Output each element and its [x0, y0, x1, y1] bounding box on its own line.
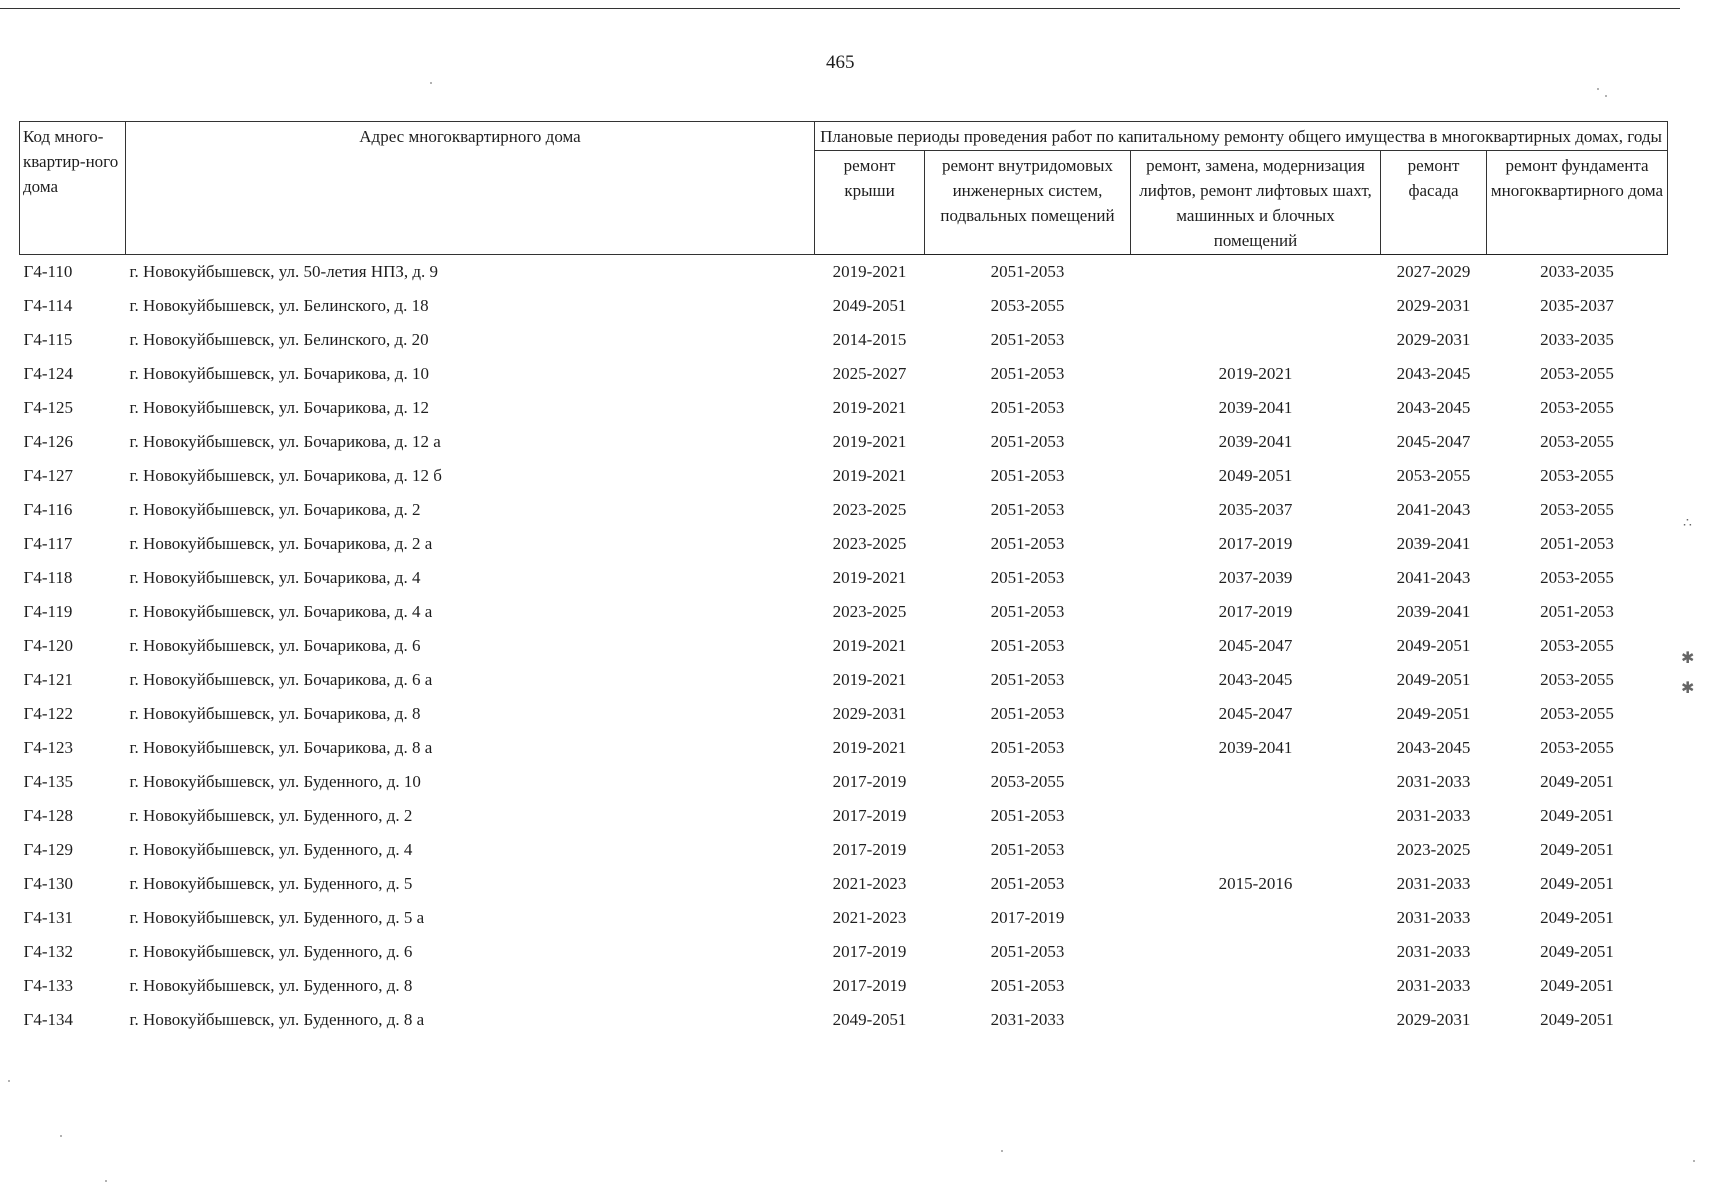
table-row: [20, 833, 1668, 867]
cell-code: Г4-121: [23, 670, 73, 689]
cell-foundation: 2033-2035: [1540, 330, 1614, 349]
cell-systems: 2051-2053: [990, 636, 1065, 655]
cell-address: г. Новокуйбышевск, ул. Бочарикова, д. 10: [129, 364, 429, 383]
cell-lifts: [1131, 901, 1381, 935]
cell-systems: 2051-2053: [990, 942, 1065, 961]
cell-lifts: [1131, 289, 1381, 323]
cell-roof: 2049-2051: [832, 1010, 907, 1029]
cell-code: Г4-116: [23, 500, 73, 519]
cell-foundation: 2035-2037: [1540, 296, 1614, 315]
cell-code: Г4-125: [23, 398, 73, 417]
cell-foundation: 2049-2051: [1540, 908, 1614, 927]
cell-code: Г4-132: [23, 942, 73, 961]
table-row: [20, 867, 1668, 901]
cell-lifts: 2035-2037: [1218, 500, 1293, 519]
cell-lifts: 2043-2045: [1218, 670, 1293, 689]
cell-code: Г4-126: [23, 432, 73, 451]
cell-foundation: 2033-2035: [1540, 262, 1614, 281]
scan-dot: [1597, 88, 1599, 90]
cell-systems: 2051-2053: [990, 704, 1065, 723]
cell-systems: 2051-2053: [990, 976, 1065, 995]
cell-roof: 2023-2025: [832, 500, 907, 519]
table-row: [20, 459, 1668, 493]
cell-facade: 2031-2033: [1396, 908, 1471, 927]
scan-speck-mark: ✱: [1681, 650, 1695, 667]
cell-roof: 2017-2019: [832, 806, 907, 825]
cell-facade: 2031-2033: [1396, 806, 1471, 825]
cell-code: Г4-134: [23, 1010, 73, 1029]
cell-roof: 2019-2021: [832, 432, 907, 451]
cell-facade: 2049-2051: [1396, 636, 1471, 655]
cell-foundation: 2053-2055: [1540, 432, 1614, 451]
cell-foundation: 2053-2055: [1540, 568, 1614, 587]
cell-address: г. Новокуйбышевск, ул. Бочарикова, д. 12: [129, 398, 429, 417]
cell-facade: 2029-2031: [1396, 1010, 1471, 1029]
cell-code: Г4-124: [23, 364, 73, 383]
cell-address: г. Новокуйбышевск, ул. Бочарикова, д. 2: [129, 500, 421, 519]
cell-lifts: [1131, 833, 1381, 867]
header-lifts: ремонт, замена, модернизация лифтов, ремонт лифтовых шахт, машинных и блочных помещений: [1131, 151, 1381, 255]
cell-foundation: 2053-2055: [1540, 364, 1614, 383]
cell-roof: 2021-2023: [832, 874, 907, 893]
cell-code: Г4-120: [23, 636, 73, 655]
cell-lifts: [1131, 799, 1381, 833]
cell-facade: 2041-2043: [1396, 500, 1471, 519]
scan-dot: [60, 1135, 62, 1137]
cell-facade: 2031-2033: [1396, 976, 1471, 995]
capital-repair-table: [19, 121, 1668, 1037]
header-systems: ремонт внутридомовых инженерных систем, подвальных помещений: [925, 151, 1131, 255]
cell-foundation: 2053-2055: [1540, 500, 1614, 519]
cell-facade: 2023-2025: [1396, 840, 1471, 859]
cell-foundation: 2053-2055: [1540, 670, 1614, 689]
cell-foundation: 2053-2055: [1540, 636, 1614, 655]
cell-address: г. Новокуйбышевск, ул. Белинского, д. 18: [129, 296, 429, 315]
cell-foundation: 2053-2055: [1540, 738, 1614, 757]
cell-facade: 2031-2033: [1396, 942, 1471, 961]
cell-address: г. Новокуйбышевск, ул. Бочарикова, д. 6 а: [129, 670, 433, 689]
cell-facade: 2029-2031: [1396, 296, 1471, 315]
cell-lifts: [1131, 969, 1381, 1003]
table-row: [20, 323, 1668, 357]
cell-address: г. Новокуйбышевск, ул. Буденного, д. 6: [129, 942, 413, 961]
table-row: [20, 527, 1668, 561]
cell-roof: 2019-2021: [832, 636, 907, 655]
cell-address: г. Новокуйбышевск, ул. Белинского, д. 20: [129, 330, 429, 349]
cell-foundation: 2051-2053: [1540, 534, 1614, 553]
cell-code: Г4-110: [23, 262, 73, 281]
cell-lifts: 2015-2016: [1218, 874, 1293, 893]
cell-code: Г4-118: [23, 568, 73, 587]
cell-address: г. Новокуйбышевск, ул. Бочарикова, д. 4 а: [129, 602, 433, 621]
cell-systems: 2051-2053: [990, 432, 1065, 451]
table-row: [20, 799, 1668, 833]
table-row: [20, 391, 1668, 425]
cell-address: г. Новокуйбышевск, ул. Бочарикова, д. 2 а: [129, 534, 433, 553]
cell-facade: 2039-2041: [1396, 602, 1471, 621]
cell-roof: 2019-2021: [832, 568, 907, 587]
cell-lifts: 2039-2041: [1218, 432, 1293, 451]
cell-code: Г4-128: [23, 806, 73, 825]
cell-foundation: 2049-2051: [1540, 1010, 1614, 1029]
cell-lifts: [1131, 255, 1381, 290]
cell-foundation: 2051-2053: [1540, 602, 1614, 621]
scan-dot: [1001, 1150, 1003, 1152]
header-code: Код много-квартир-ного дома: [20, 122, 126, 255]
cell-facade: 2031-2033: [1396, 772, 1471, 791]
cell-systems: 2051-2053: [990, 568, 1065, 587]
cell-foundation: 2049-2051: [1540, 874, 1614, 893]
cell-code: Г4-117: [23, 534, 73, 553]
cell-address: г. Новокуйбышевск, ул. Бочарикова, д. 6: [129, 636, 421, 655]
scan-dot: [105, 1180, 107, 1182]
cell-code: Г4-123: [23, 738, 73, 757]
cell-facade: 2043-2045: [1396, 364, 1471, 383]
cell-address: г. Новокуйбышевск, ул. Бочарикова, д. 8 а: [129, 738, 433, 757]
cell-address: г. Новокуйбышевск, ул. Бочарикова, д. 12 б: [129, 466, 442, 485]
cell-lifts: [1131, 765, 1381, 799]
cell-code: Г4-119: [23, 602, 73, 621]
cell-facade: 2043-2045: [1396, 398, 1471, 417]
table-row: [20, 561, 1668, 595]
cell-code: Г4-130: [23, 874, 73, 893]
table-row: [20, 901, 1668, 935]
cell-facade: 2029-2031: [1396, 330, 1471, 349]
page-number: 465: [826, 52, 855, 73]
cell-roof: 2029-2031: [832, 704, 907, 723]
cell-roof: 2025-2027: [832, 364, 907, 383]
cell-systems: 2031-2033: [990, 1010, 1065, 1029]
scan-speck-mark: ✱: [1681, 680, 1695, 697]
cell-systems: 2051-2053: [990, 500, 1065, 519]
cell-systems: 2051-2053: [990, 840, 1065, 859]
cell-lifts: 2049-2051: [1218, 466, 1293, 485]
table-row: [20, 765, 1668, 799]
header-row: [20, 122, 1668, 151]
cell-roof: 2017-2019: [832, 772, 907, 791]
cell-systems: 2017-2019: [990, 908, 1065, 927]
cell-systems: 2051-2053: [990, 670, 1065, 689]
cell-systems: 2051-2053: [990, 330, 1065, 349]
cell-systems: 2053-2055: [990, 296, 1065, 315]
cell-foundation: 2049-2051: [1540, 942, 1614, 961]
cell-lifts: [1131, 1003, 1381, 1037]
cell-lifts: 2039-2041: [1218, 398, 1293, 417]
cell-code: Г4-129: [23, 840, 73, 859]
cell-systems: 2051-2053: [990, 262, 1065, 281]
cell-roof: 2019-2021: [832, 262, 907, 281]
cell-address: г. Новокуйбышевск, ул. Буденного, д. 5: [129, 874, 413, 893]
cell-foundation: 2049-2051: [1540, 840, 1614, 859]
table-body: [20, 255, 1668, 1038]
cell-systems: 2051-2053: [990, 398, 1065, 417]
cell-lifts: 2039-2041: [1218, 738, 1293, 757]
cell-roof: 2014-2015: [832, 330, 907, 349]
cell-roof: 2021-2023: [832, 908, 907, 927]
cell-facade: 2053-2055: [1396, 466, 1471, 485]
top-rule: [0, 8, 1680, 9]
cell-address: г. Новокуйбышевск, ул. Буденного, д. 5 а: [129, 908, 425, 927]
cell-address: г. Новокуйбышевск, ул. Бочарикова, д. 4: [129, 568, 421, 587]
cell-systems: 2051-2053: [990, 738, 1065, 757]
cell-roof: 2019-2021: [832, 738, 907, 757]
cell-lifts: [1131, 323, 1381, 357]
cell-code: Г4-122: [23, 704, 73, 723]
cell-roof: 2023-2025: [832, 602, 907, 621]
cell-code: Г4-127: [23, 466, 73, 485]
cell-systems: 2051-2053: [990, 602, 1065, 621]
cell-address: г. Новокуйбышевск, ул. Буденного, д. 10: [129, 772, 421, 791]
cell-systems: 2051-2053: [990, 364, 1065, 383]
cell-systems: 2053-2055: [990, 772, 1065, 791]
table-row: [20, 425, 1668, 459]
header-address: Адрес многоквартирного дома: [126, 122, 815, 255]
cell-lifts: 2019-2021: [1218, 364, 1293, 383]
cell-roof: 2019-2021: [832, 466, 907, 485]
table-row: [20, 289, 1668, 323]
cell-address: г. Новокуйбышевск, ул. Буденного, д. 2: [129, 806, 413, 825]
cell-foundation: 2049-2051: [1540, 806, 1614, 825]
cell-facade: 2045-2047: [1396, 432, 1471, 451]
cell-code: Г4-115: [23, 330, 73, 349]
header-foundation: ремонт фундамента многоквартирного дома: [1487, 151, 1668, 255]
scan-dot: [8, 1080, 10, 1082]
cell-systems: 2051-2053: [990, 466, 1065, 485]
cell-address: г. Новокуйбышевск, ул. Буденного, д. 4: [129, 840, 413, 859]
cell-roof: 2019-2021: [832, 670, 907, 689]
cell-roof: 2017-2019: [832, 976, 907, 995]
cell-roof: 2049-2051: [832, 296, 907, 315]
cell-roof: 2017-2019: [832, 840, 907, 859]
header-periods: Плановые периоды проведения работ по капитальному ремонту общего имущества в многоквартирных домах, годы: [815, 122, 1668, 151]
cell-facade: 2041-2043: [1396, 568, 1471, 587]
cell-roof: 2023-2025: [832, 534, 907, 553]
cell-foundation: 2053-2055: [1540, 398, 1614, 417]
table-row: [20, 1003, 1668, 1037]
header-roof: ремонт крыши: [815, 151, 925, 255]
cell-code: Г4-135: [23, 772, 73, 791]
cell-foundation: 2053-2055: [1540, 704, 1614, 723]
cell-roof: 2017-2019: [832, 942, 907, 961]
cell-facade: 2031-2033: [1396, 874, 1471, 893]
table-row: [20, 697, 1668, 731]
cell-address: г. Новокуйбышевск, ул. Буденного, д. 8: [129, 976, 413, 995]
table-row: [20, 255, 1668, 290]
cell-address: г. Новокуйбышевск, ул. Бочарикова, д. 8: [129, 704, 421, 723]
cell-foundation: 2049-2051: [1540, 976, 1614, 995]
cell-systems: 2051-2053: [990, 534, 1065, 553]
cell-systems: 2051-2053: [990, 874, 1065, 893]
cell-lifts: 2017-2019: [1218, 602, 1293, 621]
cell-facade: 2049-2051: [1396, 704, 1471, 723]
cell-roof: 2019-2021: [832, 398, 907, 417]
table-row: [20, 935, 1668, 969]
cell-code: Г4-133: [23, 976, 73, 995]
cell-address: г. Новокуйбышевск, ул. 50-летия НПЗ, д. 9: [129, 262, 439, 281]
cell-lifts: [1131, 935, 1381, 969]
cell-facade: 2043-2045: [1396, 738, 1471, 757]
scan-dot: [430, 82, 432, 84]
cell-lifts: 2017-2019: [1218, 534, 1293, 553]
cell-facade: 2039-2041: [1396, 534, 1471, 553]
cell-lifts: 2045-2047: [1218, 704, 1293, 723]
table-row: [20, 663, 1668, 697]
cell-foundation: 2049-2051: [1540, 772, 1614, 791]
scan-dot: [1693, 1160, 1695, 1162]
cell-address: г. Новокуйбышевск, ул. Бочарикова, д. 12 а: [129, 432, 441, 451]
table-row: [20, 493, 1668, 527]
cell-facade: 2049-2051: [1396, 670, 1471, 689]
cell-facade: 2027-2029: [1396, 262, 1471, 281]
cell-code: Г4-114: [23, 296, 73, 315]
cell-lifts: 2037-2039: [1218, 568, 1293, 587]
cell-code: Г4-131: [23, 908, 73, 927]
table-row: [20, 357, 1668, 391]
cell-foundation: 2053-2055: [1540, 466, 1614, 485]
table-row: [20, 731, 1668, 765]
scan-speck-mark: ∴: [1683, 516, 1692, 531]
cell-address: г. Новокуйбышевск, ул. Буденного, д. 8 а: [129, 1010, 425, 1029]
header-facade: ремонт фасада: [1381, 151, 1487, 255]
cell-lifts: 2045-2047: [1218, 636, 1293, 655]
table-row: [20, 969, 1668, 1003]
table-row: [20, 629, 1668, 663]
scan-dot: [1605, 95, 1607, 97]
table-row: [20, 595, 1668, 629]
cell-systems: 2051-2053: [990, 806, 1065, 825]
